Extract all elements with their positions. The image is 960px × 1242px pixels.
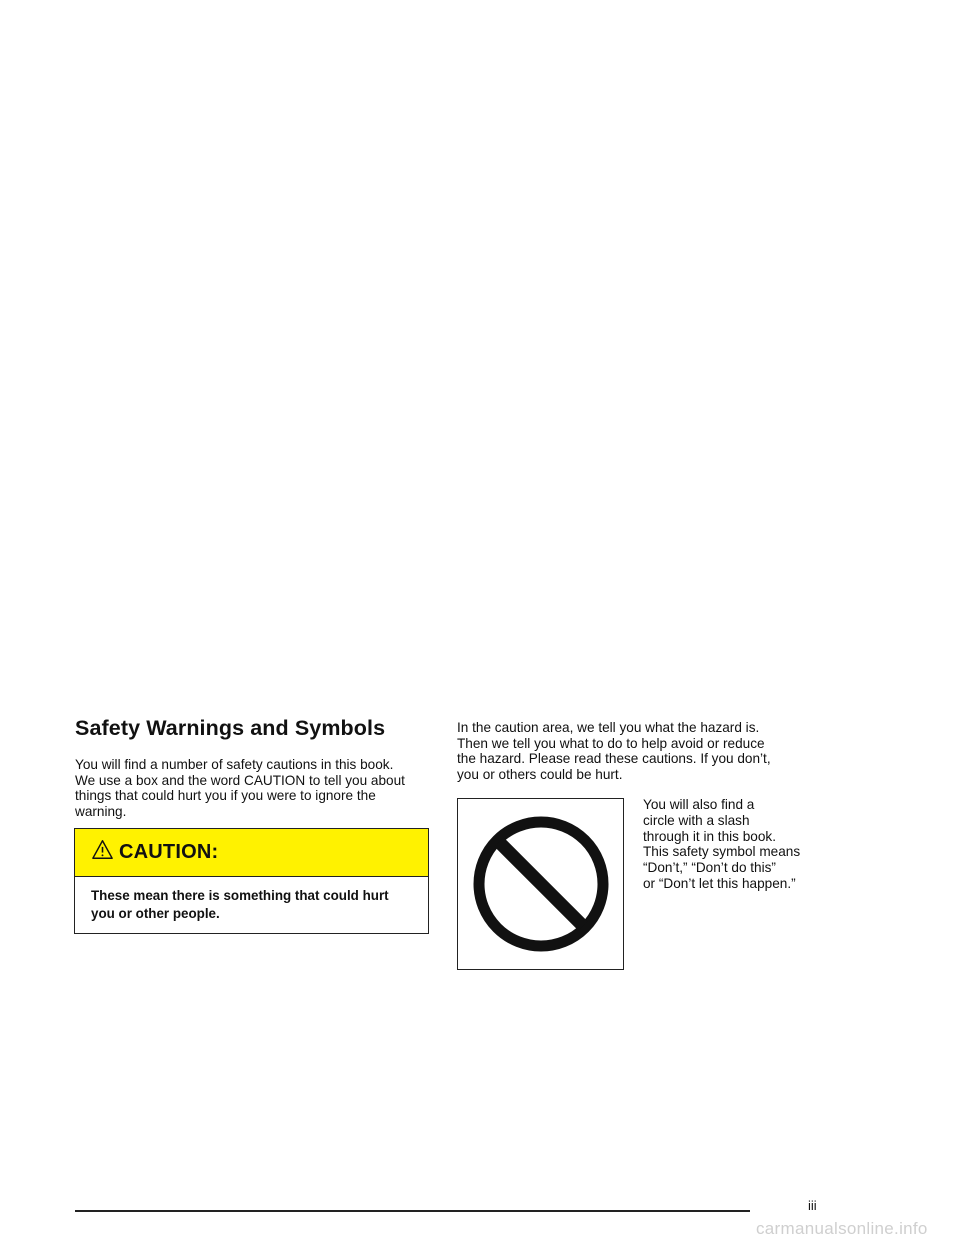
symbol-line: You will also find a <box>643 797 755 812</box>
warning-triangle-icon <box>92 839 113 860</box>
symbol-description <box>643 797 833 892</box>
caution-label: CAUTION: <box>119 841 219 863</box>
symbol-line: This safety symbol means <box>643 844 801 860</box>
page-number: iii <box>808 1198 817 1213</box>
caution-line: These mean there is something that could hurt <box>91 888 389 903</box>
intro-line: We use a box and the word CAUTION to tell you about <box>75 772 405 788</box>
symbol-line: through it in this book. <box>643 828 776 844</box>
symbol-line: or “Don’t let this happen.” <box>643 875 796 891</box>
circle-slash-icon <box>471 814 611 954</box>
intro-line: things that could hurt you if you were to ignore the <box>75 788 376 804</box>
caution-line: you or other people. <box>91 906 220 921</box>
explanation-line: you or others could be hurt. <box>457 766 623 782</box>
explanation-line: the hazard. Please read these cautions. If you don’t, <box>457 751 771 767</box>
symbol-frame <box>457 798 624 970</box>
explanation-line: Then we tell you what to do to help avoid or reduce <box>457 735 765 751</box>
intro-line: warning. <box>75 803 127 819</box>
footer-rule <box>75 1210 750 1212</box>
watermark: carmanualsonline.info <box>756 1219 928 1238</box>
caution-header <box>75 829 428 877</box>
symbol-line: circle with a slash <box>643 812 750 828</box>
section-title: Safety Warnings and Symbols <box>75 716 386 740</box>
explanation-line: In the caution area, we tell you what the hazard is. <box>457 720 760 735</box>
caution-box <box>74 828 429 934</box>
symbol-line: “Don’t,” “Don’t do this” <box>643 860 776 876</box>
intro-line: You will find a number of safety cautions in this book. <box>75 757 394 772</box>
intro-paragraph <box>75 757 435 819</box>
caution-explanation <box>457 720 817 782</box>
caution-body <box>75 877 428 923</box>
